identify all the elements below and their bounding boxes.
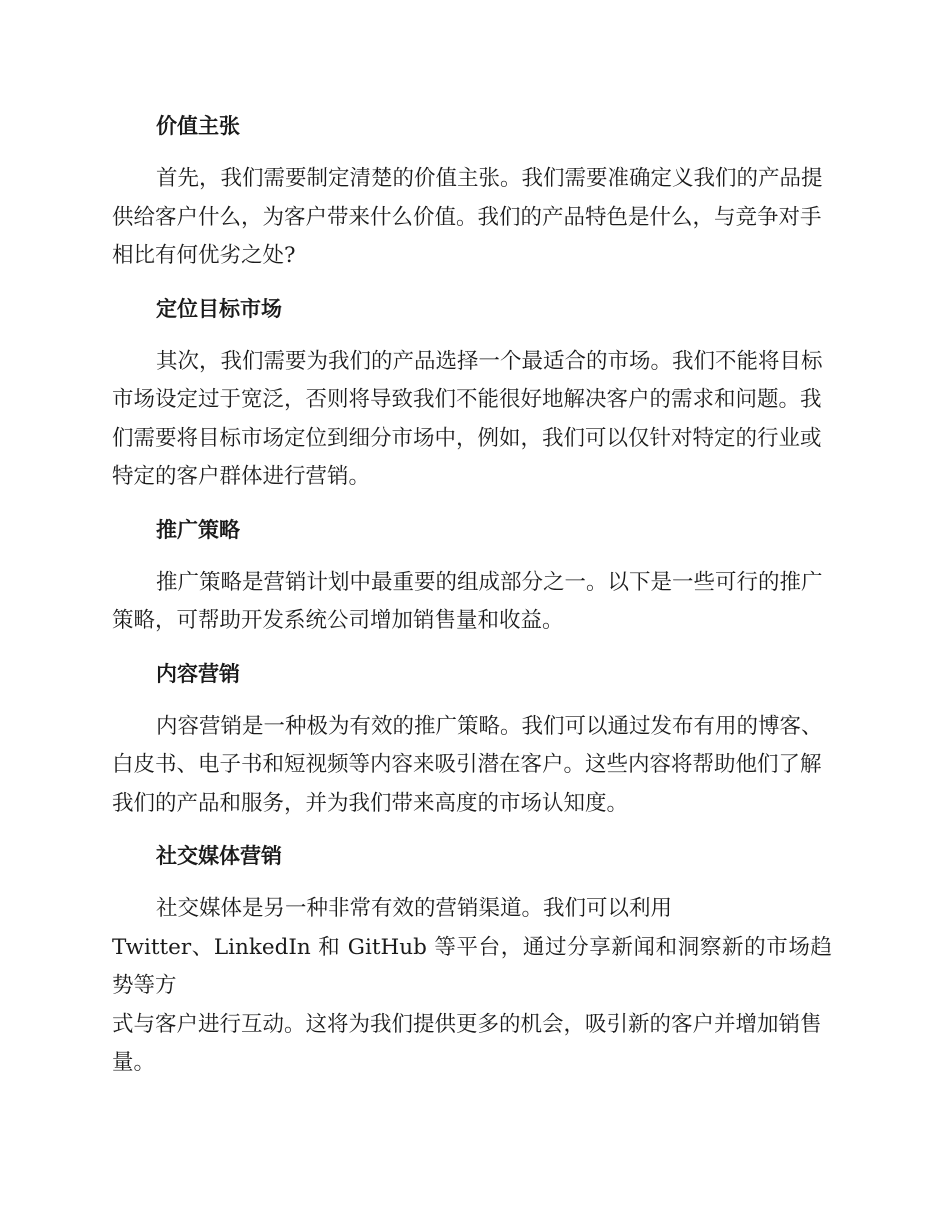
paragraph-line: 相比有何优劣之处?: [112, 243, 296, 268]
section-heading-target-market: 定位目标市场: [156, 296, 282, 321]
paragraph-line: 供给客户什么，为客户带来什么价值。我们的产品特色是什么，与竞争对手: [112, 204, 822, 230]
paragraph-line: 策略，可帮助开发系统公司增加销售量和收益。: [112, 608, 564, 633]
section-paragraph-target-market: [112, 343, 832, 497]
paragraph-line: 我们的产品和服务，并为我们带来高度的市场认知度。: [112, 790, 629, 816]
paragraph-line: 式与客户进行互动。这将为我们提供更多的机会，吸引新的客户并增加销售: [112, 1011, 822, 1037]
paragraph-line: 推广策略是营销计划中最重要的组成部分之一。以下是一些可行的推广: [156, 569, 823, 595]
paragraph-line: 内容营销是一种极为有效的推广策略。我们可以通过发布有用的博客、: [156, 713, 823, 739]
paragraph-line: 其次，我们需要为我们的产品选择一个最适合的市场。我们不能将目标: [156, 348, 823, 374]
paragraph-line: 量。: [112, 1050, 156, 1075]
section-paragraph-promotion-strategy: [112, 564, 832, 641]
section-heading-content-marketing: 内容营销: [156, 661, 240, 686]
section-heading-value-proposition: 价值主张: [156, 114, 240, 138]
paragraph-line: 特定的客户群体进行营销。: [112, 464, 371, 489]
section-heading-promotion-strategy: 推广策略: [156, 517, 240, 542]
section-paragraph-social-media-marketing: [112, 890, 832, 1083]
paragraph-line: 社交媒体是另一种非常有效的营销渠道。我们可以利用: [156, 896, 673, 921]
section-paragraph-value-proposition: [112, 160, 832, 276]
paragraph-line: 白皮书、电子书和短视频等内容来吸引潜在客户。这些内容将帮助他们了解: [112, 752, 822, 777]
paragraph-line: 们需要将目标市场定位到细分市场中，例如，我们可以仅针对特定的行业或: [112, 425, 822, 451]
paragraph-line: 市场设定过于宽泛，否则将导致我们不能很好地解决客户的需求和问题。我: [112, 387, 822, 412]
paragraph-line: Twitter、LinkedIn 和 GitHub 等平台，通过分享新闻和洞察新的市场趋势等方: [112, 934, 832, 998]
section-heading-social-media-marketing: 社交媒体营销: [156, 844, 282, 868]
paragraph-line: 首先，我们需要制定清楚的价值主张。我们需要准确定义我们的产品提: [156, 166, 823, 191]
section-paragraph-content-marketing: [112, 708, 832, 824]
